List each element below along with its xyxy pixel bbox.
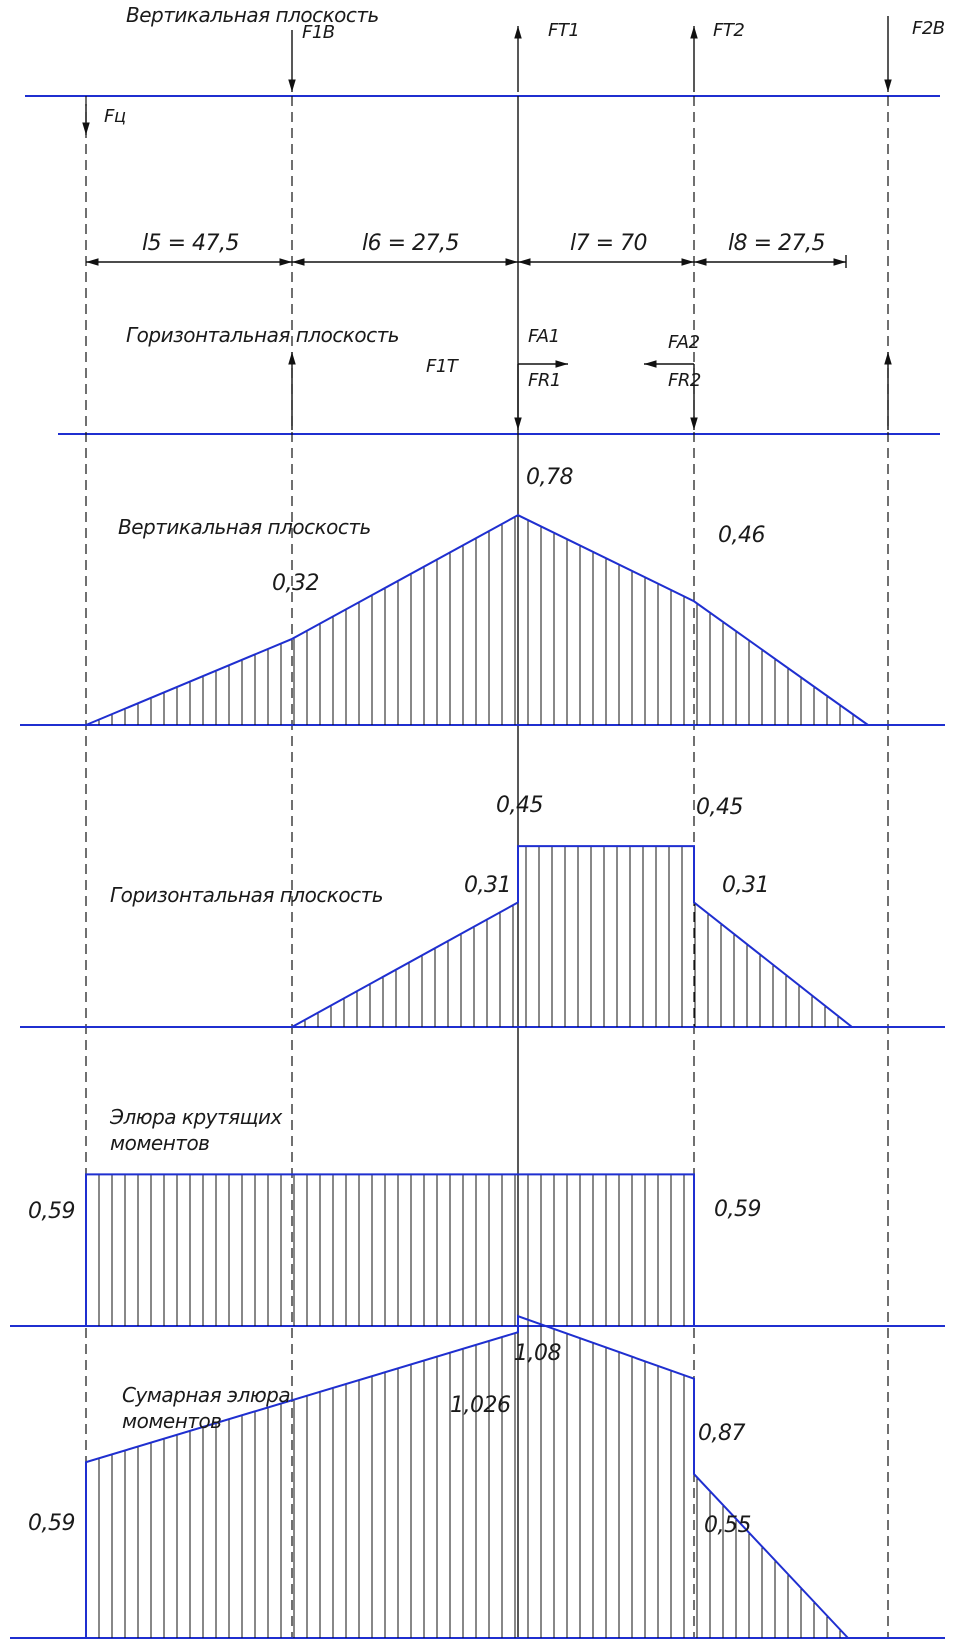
force-label-f1t: F1T <box>426 356 458 377</box>
diagram-horizontal <box>20 793 945 1027</box>
diagram-torque-value-left: 0,59 <box>28 1199 75 1224</box>
diagram-total-value-c-lower: 1,026 <box>450 1393 511 1418</box>
vertical-plane-title: Вертикальная плоскость <box>126 3 379 27</box>
dimension-label-l5: l5 = 47,5 <box>142 231 240 256</box>
diagram-torque <box>10 1105 945 1326</box>
force-label-fa2: FA2 <box>668 332 700 353</box>
diagram-total-value-d-lower: 0,55 <box>704 1513 751 1538</box>
diagram-vertical-value-d: 0,46 <box>718 523 765 548</box>
diagram-horizontal-value-d-lower: 0,31 <box>722 873 769 898</box>
dimension-label-l7: l7 = 70 <box>570 231 648 256</box>
diagram-total-value-c-upper: 1,08 <box>514 1341 561 1366</box>
diagram-total-title-line2: моментов <box>122 1409 222 1433</box>
dimension-line <box>86 231 846 268</box>
force-label-ft2: FT2 <box>713 20 745 41</box>
diagram-vertical <box>20 465 945 725</box>
force-label-fa1: FA1 <box>528 326 560 347</box>
horizontal-plane-title: Горизонтальная плоскость <box>126 323 400 347</box>
diagram-vertical-title: Вертикальная плоскость <box>118 515 371 539</box>
diagram-torque-title-line2: моментов <box>110 1131 210 1155</box>
diagram-total <box>10 1316 945 1638</box>
force-label-fr2: FR2 <box>668 370 701 391</box>
force-label-fr1: FR1 <box>528 370 561 391</box>
diagram-total-hatching <box>99 1320 840 1638</box>
horizontal-plane-scheme <box>58 323 940 434</box>
diagram-horizontal-title: Горизонтальная плоскость <box>110 883 384 907</box>
diagram-horizontal-value-c-upper: 0,45 <box>496 793 543 818</box>
diagram-total-value-d-upper: 0,87 <box>698 1421 745 1446</box>
dimension-label-l8: l8 = 27,5 <box>728 231 826 256</box>
force-label-ft1: FT1 <box>548 20 580 41</box>
diagram-horizontal-value-c-lower: 0,31 <box>464 873 511 898</box>
diagram-vertical-hatching <box>99 517 853 725</box>
diagram-torque-hatching <box>99 1174 684 1326</box>
diagram-vertical-value-b: 0,32 <box>272 571 319 596</box>
diagram-total-value-a: 0,59 <box>28 1511 75 1536</box>
diagram-total-title-line1: Сумарная элюра <box>122 1383 291 1407</box>
diagram-torque-title-line1: Элюра крутящих <box>110 1105 282 1129</box>
force-label-fc: Fц <box>104 106 126 127</box>
diagram-total-outline <box>86 1316 848 1638</box>
vertical-plane-scheme <box>25 3 945 135</box>
force-label-f1b: F1B <box>302 22 335 43</box>
diagram-torque-value-right: 0,59 <box>714 1197 761 1222</box>
dimension-label-l6: l6 = 27,5 <box>362 231 460 256</box>
force-label-f2b: F2B <box>912 18 945 39</box>
diagram-vertical-value-c: 0,78 <box>526 465 573 490</box>
diagram-horizontal-value-d-upper: 0,45 <box>696 795 743 820</box>
